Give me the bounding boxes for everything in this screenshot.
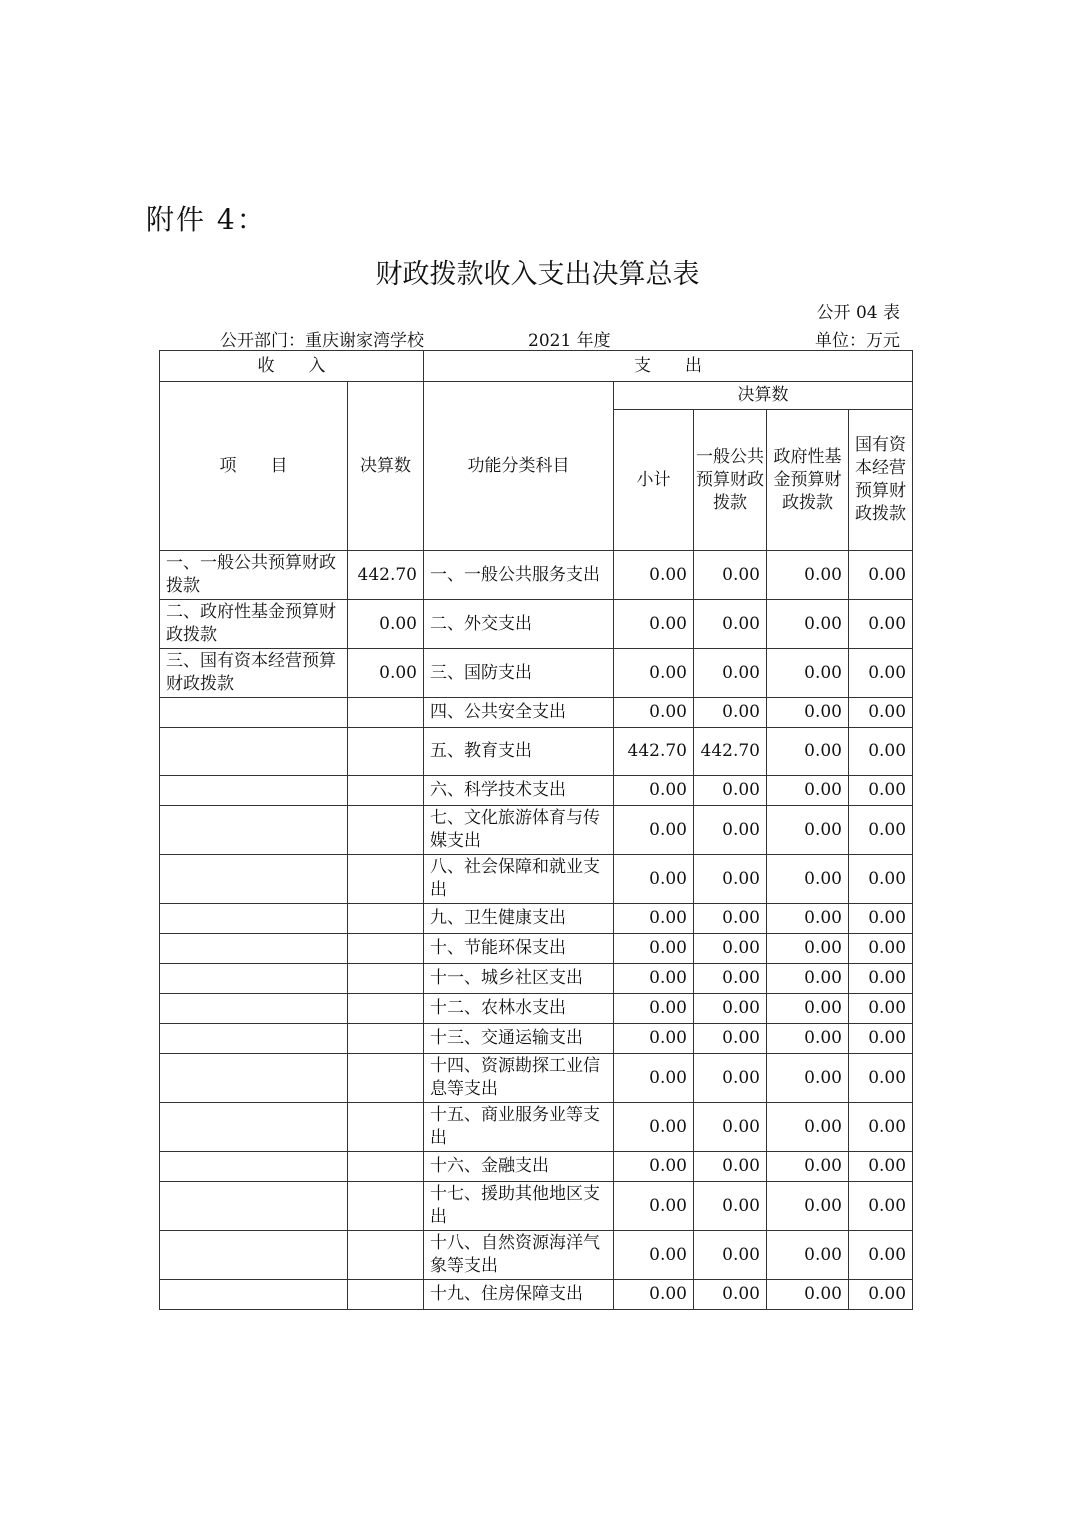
- table-row: [160, 934, 913, 964]
- subtotal-cell: 0.00: [614, 1024, 694, 1054]
- expense-item-cell: 十五、商业服务业等支出: [424, 1103, 614, 1152]
- general-budget-cell: 442.70: [694, 728, 767, 776]
- general-budget-cell: 0.00: [694, 1103, 767, 1152]
- budget-table: [159, 350, 913, 1310]
- state-capital-cell: 0.00: [849, 551, 913, 600]
- income-item-cell: [160, 776, 348, 806]
- gov-fund-cell: 0.00: [767, 964, 849, 994]
- item-header: 项 目: [160, 382, 348, 551]
- gov-fund-cell: 0.00: [767, 1103, 849, 1152]
- gov-fund-cell: 0.00: [767, 551, 849, 600]
- general-budget-cell: 0.00: [694, 904, 767, 934]
- expense-header: 支 出: [424, 351, 913, 382]
- state-capital-cell: 0.00: [849, 600, 913, 649]
- table-row: [160, 1231, 913, 1280]
- income-item-cell: [160, 964, 348, 994]
- table-row: [160, 1103, 913, 1152]
- income-amount-cell: [348, 728, 424, 776]
- gov-fund-cell: 0.00: [767, 1182, 849, 1231]
- table-row: [160, 728, 913, 776]
- subtotal-cell: 442.70: [614, 728, 694, 776]
- general-budget-cell: 0.00: [694, 994, 767, 1024]
- state-capital-cell: 0.00: [849, 1182, 913, 1231]
- income-amount-cell: [348, 1231, 424, 1280]
- general-budget-cell: 0.00: [694, 1024, 767, 1054]
- gov-fund-cell: 0.00: [767, 904, 849, 934]
- general-budget-cell: 0.00: [694, 855, 767, 904]
- expense-item-cell: 四、公共安全支出: [424, 698, 614, 728]
- general-budget-cell: 0.00: [694, 649, 767, 698]
- general-budget-cell: 0.00: [694, 1280, 767, 1310]
- subtotal-cell: 0.00: [614, 934, 694, 964]
- income-item-cell: [160, 728, 348, 776]
- income-amount-cell: 442.70: [348, 551, 424, 600]
- expense-item-cell: 六、科学技术支出: [424, 776, 614, 806]
- state-capital-cell: 0.00: [849, 994, 913, 1024]
- state-capital-cell: 0.00: [849, 1280, 913, 1310]
- income-amount-cell: [348, 964, 424, 994]
- subtotal-cell: 0.00: [614, 1054, 694, 1103]
- general-budget-cell: 0.00: [694, 551, 767, 600]
- general-budget-cell: 0.00: [694, 1182, 767, 1231]
- subtotal-cell: 0.00: [614, 904, 694, 934]
- gov-fund-cell: 0.00: [767, 776, 849, 806]
- income-amount-cell: [348, 1024, 424, 1054]
- expense-item-cell: 十、节能环保支出: [424, 934, 614, 964]
- expense-item-cell: 十二、农林水支出: [424, 994, 614, 1024]
- header-row-sections: [160, 351, 913, 382]
- gov-fund-cell: 0.00: [767, 806, 849, 855]
- expense-item-cell: 九、卫生健康支出: [424, 904, 614, 934]
- table-row: [160, 1280, 913, 1310]
- income-item-cell: [160, 1280, 348, 1310]
- subtotal-cell: 0.00: [614, 1280, 694, 1310]
- gov-fund-cell: 0.00: [767, 1152, 849, 1182]
- gov-fund-cell: 0.00: [767, 1054, 849, 1103]
- income-amount-cell: 0.00: [348, 649, 424, 698]
- general-budget-header: 一般公共预算财政拨款: [694, 410, 767, 551]
- income-item-cell: [160, 1054, 348, 1103]
- general-budget-cell: 0.00: [694, 1231, 767, 1280]
- income-amount-cell: [348, 994, 424, 1024]
- gov-fund-cell: 0.00: [767, 1231, 849, 1280]
- expense-item-cell: 十一、城乡社区支出: [424, 964, 614, 994]
- expense-item-cell: 八、社会保障和就业支出: [424, 855, 614, 904]
- expense-item-cell: 七、文化旅游体育与传媒支出: [424, 806, 614, 855]
- subtotal-cell: 0.00: [614, 649, 694, 698]
- income-item-cell: [160, 698, 348, 728]
- expense-item-cell: 十九、住房保障支出: [424, 1280, 614, 1310]
- table-row: [160, 600, 913, 649]
- income-amount-cell: [348, 1280, 424, 1310]
- income-amount-cell: [348, 806, 424, 855]
- income-item-cell: 二、政府性基金预算财政拨款: [160, 600, 348, 649]
- subtotal-cell: 0.00: [614, 994, 694, 1024]
- state-capital-cell: 0.00: [849, 1054, 913, 1103]
- state-capital-cell: 0.00: [849, 806, 913, 855]
- income-amount-cell: [348, 904, 424, 934]
- state-capital-header: 国有资本经营预算财政拨款: [849, 410, 913, 551]
- income-item-cell: [160, 904, 348, 934]
- state-capital-cell: 0.00: [849, 776, 913, 806]
- expense-item-cell: 三、国防支出: [424, 649, 614, 698]
- table-row: [160, 649, 913, 698]
- subtotal-cell: 0.00: [614, 964, 694, 994]
- expense-item-cell: 十八、自然资源海洋气象等支出: [424, 1231, 614, 1280]
- general-budget-cell: 0.00: [694, 806, 767, 855]
- state-capital-cell: 0.00: [849, 728, 913, 776]
- table-row: [160, 806, 913, 855]
- fiscal-year: 2021 年度: [528, 331, 611, 351]
- general-budget-cell: 0.00: [694, 698, 767, 728]
- expense-item-cell: 二、外交支出: [424, 600, 614, 649]
- income-amount-cell: [348, 934, 424, 964]
- income-item-cell: 三、国有资本经营预算财政拨款: [160, 649, 348, 698]
- income-amount-cell: [348, 855, 424, 904]
- income-amount-cell: 0.00: [348, 600, 424, 649]
- general-budget-cell: 0.00: [694, 934, 767, 964]
- unit-label: 单位：万元: [815, 331, 900, 351]
- gov-fund-cell: 0.00: [767, 728, 849, 776]
- subtotal-cell: 0.00: [614, 600, 694, 649]
- subtotal-cell: 0.00: [614, 551, 694, 600]
- table-row: [160, 1152, 913, 1182]
- table-row: [160, 994, 913, 1024]
- table-row: [160, 698, 913, 728]
- state-capital-cell: 0.00: [849, 855, 913, 904]
- subtotal-cell: 0.00: [614, 776, 694, 806]
- gov-fund-cell: 0.00: [767, 600, 849, 649]
- form-number: 公开 04 表: [816, 303, 900, 323]
- expense-item-cell: 十四、资源勘探工业信息等支出: [424, 1054, 614, 1103]
- income-amount-cell: [348, 1054, 424, 1103]
- subtotal-cell: 0.00: [614, 1103, 694, 1152]
- page-title: 财政拨款收入支出决算总表: [375, 259, 700, 290]
- table-row: [160, 776, 913, 806]
- state-capital-cell: 0.00: [849, 934, 913, 964]
- final-amount-group-header: 决算数: [614, 382, 913, 410]
- state-capital-cell: 0.00: [849, 1231, 913, 1280]
- state-capital-cell: 0.00: [849, 649, 913, 698]
- income-amount-cell: [348, 1103, 424, 1152]
- header-row-group: [160, 382, 913, 410]
- subtotal-cell: 0.00: [614, 698, 694, 728]
- expense-item-cell: 十六、金融支出: [424, 1152, 614, 1182]
- table-row: [160, 964, 913, 994]
- income-amount-cell: [348, 776, 424, 806]
- gov-fund-cell: 0.00: [767, 698, 849, 728]
- gov-fund-cell: 0.00: [767, 994, 849, 1024]
- general-budget-cell: 0.00: [694, 600, 767, 649]
- income-item-cell: [160, 1024, 348, 1054]
- state-capital-cell: 0.00: [849, 698, 913, 728]
- income-item-cell: [160, 934, 348, 964]
- income-amount-header: 决算数: [348, 382, 424, 551]
- income-item-cell: [160, 1231, 348, 1280]
- subtotal-cell: 0.00: [614, 1182, 694, 1231]
- expense-item-cell: 五、教育支出: [424, 728, 614, 776]
- income-item-cell: [160, 1182, 348, 1231]
- subtotal-cell: 0.00: [614, 806, 694, 855]
- subtotal-cell: 0.00: [614, 1152, 694, 1182]
- general-budget-cell: 0.00: [694, 964, 767, 994]
- subtotal-cell: 0.00: [614, 1231, 694, 1280]
- gov-fund-cell: 0.00: [767, 1280, 849, 1310]
- state-capital-cell: 0.00: [849, 1024, 913, 1054]
- gov-fund-cell: 0.00: [767, 855, 849, 904]
- income-item-cell: [160, 994, 348, 1024]
- subtotal-cell: 0.00: [614, 855, 694, 904]
- table-row: [160, 855, 913, 904]
- general-budget-cell: 0.00: [694, 1152, 767, 1182]
- expense-item-cell: 一、一般公共服务支出: [424, 551, 614, 600]
- gov-fund-header: 政府性基金预算财政拨款: [767, 410, 849, 551]
- state-capital-cell: 0.00: [849, 1103, 913, 1152]
- expense-item-cell: 十七、援助其他地区支出: [424, 1182, 614, 1231]
- table-row: [160, 1024, 913, 1054]
- subtotal-header: 小计: [614, 410, 694, 551]
- attachment-label: 附件 4：: [146, 203, 267, 236]
- income-item-cell: 一、一般公共预算财政拨款: [160, 551, 348, 600]
- gov-fund-cell: 0.00: [767, 649, 849, 698]
- state-capital-cell: 0.00: [849, 964, 913, 994]
- table-row: [160, 551, 913, 600]
- general-budget-cell: 0.00: [694, 776, 767, 806]
- function-category-header: 功能分类科目: [424, 382, 614, 551]
- expense-item-cell: 十三、交通运输支出: [424, 1024, 614, 1054]
- income-item-cell: [160, 855, 348, 904]
- income-amount-cell: [348, 698, 424, 728]
- income-item-cell: [160, 1103, 348, 1152]
- state-capital-cell: 0.00: [849, 904, 913, 934]
- table-row: [160, 904, 913, 934]
- income-amount-cell: [348, 1152, 424, 1182]
- gov-fund-cell: 0.00: [767, 934, 849, 964]
- income-header: 收 入: [160, 351, 424, 382]
- table-row: [160, 1054, 913, 1103]
- table-row: [160, 1182, 913, 1231]
- state-capital-cell: 0.00: [849, 1152, 913, 1182]
- income-amount-cell: [348, 1182, 424, 1231]
- income-item-cell: [160, 1152, 348, 1182]
- income-item-cell: [160, 806, 348, 855]
- gov-fund-cell: 0.00: [767, 1024, 849, 1054]
- department-label: 公开部门：重庆谢家湾学校: [220, 331, 424, 351]
- general-budget-cell: 0.00: [694, 1054, 767, 1103]
